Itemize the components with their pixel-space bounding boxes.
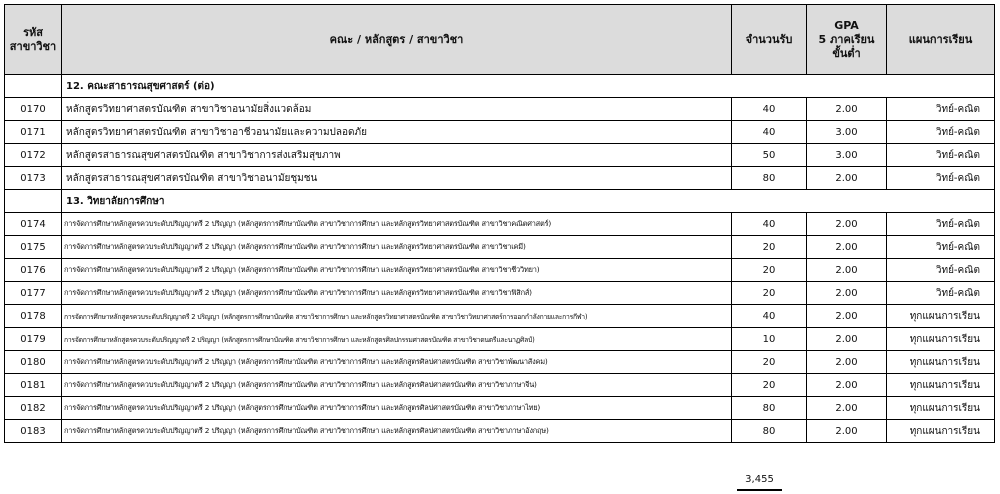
program-seats: 10 <box>732 328 807 351</box>
section-row <box>5 75 995 98</box>
program-gpa: 2.00 <box>807 305 887 328</box>
program-plan: วิทย์-คณิต <box>887 259 995 282</box>
program-plan: ทุกแผนการเรียน <box>887 420 995 443</box>
program-gpa: 2.00 <box>807 282 887 305</box>
program-seats: 80 <box>732 420 807 443</box>
program-code: 0171 <box>5 121 62 144</box>
program-gpa: 2.00 <box>807 351 887 374</box>
program-gpa: 2.00 <box>807 259 887 282</box>
table-row <box>5 213 995 236</box>
program-seats: 80 <box>732 397 807 420</box>
table-row <box>5 397 995 420</box>
program-gpa: 2.00 <box>807 374 887 397</box>
table-row <box>5 259 995 282</box>
program-code: 0177 <box>5 282 62 305</box>
table-row <box>5 305 995 328</box>
program-plan: ทุกแผนการเรียน <box>887 374 995 397</box>
program-plan: วิทย์-คณิต <box>887 121 995 144</box>
program-plan: วิทย์-คณิต <box>887 144 995 167</box>
program-code: 0178 <box>5 305 62 328</box>
program-seats: 40 <box>732 213 807 236</box>
program-seats: 20 <box>732 351 807 374</box>
program-plan: วิทย์-คณิต <box>887 167 995 190</box>
table-row <box>5 351 995 374</box>
program-plan: วิทย์-คณิต <box>887 282 995 305</box>
program-gpa: 2.00 <box>807 213 887 236</box>
program-plan: ทุกแผนการเรียน <box>887 397 995 420</box>
program-code: 0183 <box>5 420 62 443</box>
program-gpa: 2.00 <box>807 420 887 443</box>
program-gpa: 2.00 <box>807 98 887 121</box>
program-plan: วิทย์-คณิต <box>887 213 995 236</box>
program-title: การจัดการศึกษาหลักสูตรควบระดับปริญญาตรี 2 ปริญญา (หลักสูตรการศึกษาบัณฑิต สาขาวิชาการศึกษา และหลักสูตรศิลปศาสตรบัณฑิต สาขาวิชาภาษาไทย) <box>62 397 732 420</box>
program-code: 0179 <box>5 328 62 351</box>
program-plan: วิทย์-คณิต <box>887 98 995 121</box>
program-code: 0173 <box>5 167 62 190</box>
table-row <box>5 282 995 305</box>
program-seats: 20 <box>732 259 807 282</box>
program-title: การจัดการศึกษาหลักสูตรควบระดับปริญญาตรี 2 ปริญญา (หลักสูตรการศึกษาบัณฑิต สาขาวิชาการศึกษา และหลักสูตรวิทยาศาสตรบัณฑิต สาขาวิชาฟิสิกส์) <box>62 282 732 305</box>
program-code: 0181 <box>5 374 62 397</box>
program-seats: 40 <box>732 98 807 121</box>
program-seats: 20 <box>732 282 807 305</box>
program-plan: วิทย์-คณิต <box>887 236 995 259</box>
section-code-cell <box>5 190 62 213</box>
program-seats: 20 <box>732 374 807 397</box>
program-seats: 80 <box>732 167 807 190</box>
program-code: 0170 <box>5 98 62 121</box>
admission-table <box>4 4 995 443</box>
header-title: คณะ / หลักสูตร / สาขาวิชา <box>62 5 732 75</box>
program-title: การจัดการศึกษาหลักสูตรควบระดับปริญญาตรี 2 ปริญญา (หลักสูตรการศึกษาบัณฑิต สาขาวิชาการศึกษา และหลักสูตรศิลปศาสตรบัณฑิต สาขาวิชาภาษาจีน) <box>62 374 732 397</box>
section-row <box>5 190 995 213</box>
table-row <box>5 144 995 167</box>
program-code: 0182 <box>5 397 62 420</box>
program-seats: 40 <box>732 121 807 144</box>
total-underline <box>737 489 782 491</box>
program-code: 0172 <box>5 144 62 167</box>
program-seats: 40 <box>732 305 807 328</box>
program-title: การจัดการศึกษาหลักสูตรควบระดับปริญญาตรี 2 ปริญญา (หลักสูตรการศึกษาบัณฑิต สาขาวิชาการศึกษา และหลักสูตรวิทยาศาสตรบัณฑิต สาขาวิชาชีววิทยา) <box>62 259 732 282</box>
program-title: หลักสูตรสาธารณสุขศาสตรบัณฑิต สาขาวิชาอนามัยชุมชน <box>62 167 732 190</box>
program-gpa: 2.00 <box>807 397 887 420</box>
header-code: รหัส สาขาวิชา <box>5 5 62 75</box>
program-title: หลักสูตรสาธารณสุขศาสตรบัณฑิต สาขาวิชาการส่งเสริมสุขภาพ <box>62 144 732 167</box>
program-gpa: 2.00 <box>807 328 887 351</box>
program-title: หลักสูตรวิทยาศาสตรบัณฑิต สาขาวิชาอาชีวอนามัยและความปลอดภัย <box>62 121 732 144</box>
program-title: หลักสูตรวิทยาศาสตรบัณฑิต สาขาวิชาอนามัยสิ่งแวดล้อม <box>62 98 732 121</box>
program-code: 0175 <box>5 236 62 259</box>
program-title: การจัดการศึกษาหลักสูตรควบระดับปริญญาตรี 2 ปริญญา (หลักสูตรการศึกษาบัณฑิต สาขาวิชาการศึกษา และหลักสูตรศิลปกรรมศาสตรบัณฑิต สาขาวิชาดนตรีและนาฏศิลป์) <box>62 328 732 351</box>
table-row <box>5 420 995 443</box>
program-title: การจัดการศึกษาหลักสูตรควบระดับปริญญาตรี 2 ปริญญา (หลักสูตรการศึกษาบัณฑิต สาขาวิชาการศึกษา และหลักสูตรวิทยาศาสตรบัณฑิต สาขาวิชาคณิตศาสตร์) <box>62 213 732 236</box>
program-plan: ทุกแผนการเรียน <box>887 351 995 374</box>
program-gpa: 3.00 <box>807 144 887 167</box>
program-title: การจัดการศึกษาหลักสูตรควบระดับปริญญาตรี 2 ปริญญา (หลักสูตรการศึกษาบัณฑิต สาขาวิชาการศึกษา และหลักสูตรวิทยาศาสตรบัณฑิต สาขาวิชาเคมี) <box>62 236 732 259</box>
program-code: 0176 <box>5 259 62 282</box>
section-title: 12. คณะสาธารณสุขศาสตร์ (ต่อ) <box>62 75 995 98</box>
program-code: 0180 <box>5 351 62 374</box>
program-plan: ทุกแผนการเรียน <box>887 305 995 328</box>
program-seats: 20 <box>732 236 807 259</box>
header-plan: แผนการเรียน <box>887 5 995 75</box>
program-title: การจัดการศึกษาหลักสูตรควบระดับปริญญาตรี 2 ปริญญา (หลักสูตรการศึกษาบัณฑิต สาขาวิชาการศึกษา และหลักสูตรศิลปศาสตรบัณฑิต สาขาวิชาพัฒนาสังคม) <box>62 351 732 374</box>
header-row <box>5 5 995 75</box>
section-code-cell <box>5 75 62 98</box>
program-gpa: 2.00 <box>807 167 887 190</box>
table-row <box>5 374 995 397</box>
program-title: การจัดการศึกษาหลักสูตรควบระดับปริญญาตรี 2 ปริญญา (หลักสูตรการศึกษาบัณฑิต สาขาวิชาการศึกษา และหลักสูตรวิทยาศาสตรบัณฑิต สาขาวิชาวิทยาศาสตร์การออกกำลังกายและการกีฬา) <box>62 305 732 328</box>
table-row <box>5 328 995 351</box>
section-title: 13. วิทยาลัยการศึกษา <box>62 190 995 213</box>
table-row <box>5 236 995 259</box>
program-seats: 50 <box>732 144 807 167</box>
program-title: การจัดการศึกษาหลักสูตรควบระดับปริญญาตรี 2 ปริญญา (หลักสูตรการศึกษาบัณฑิต สาขาวิชาการศึกษา และหลักสูตรศิลปศาสตรบัณฑิต สาขาวิชาภาษาอังกฤษ) <box>62 420 732 443</box>
header-gpa: GPA 5 ภาคเรียน ขั้นต่ำ <box>807 5 887 75</box>
table-row <box>5 98 995 121</box>
program-plan: ทุกแผนการเรียน <box>887 328 995 351</box>
table-row <box>5 167 995 190</box>
table-row <box>5 121 995 144</box>
program-gpa: 3.00 <box>807 121 887 144</box>
program-gpa: 2.00 <box>807 236 887 259</box>
header-seats: จำนวนรับ <box>732 5 807 75</box>
total-seats: 3,455 <box>745 474 774 485</box>
program-code: 0174 <box>5 213 62 236</box>
